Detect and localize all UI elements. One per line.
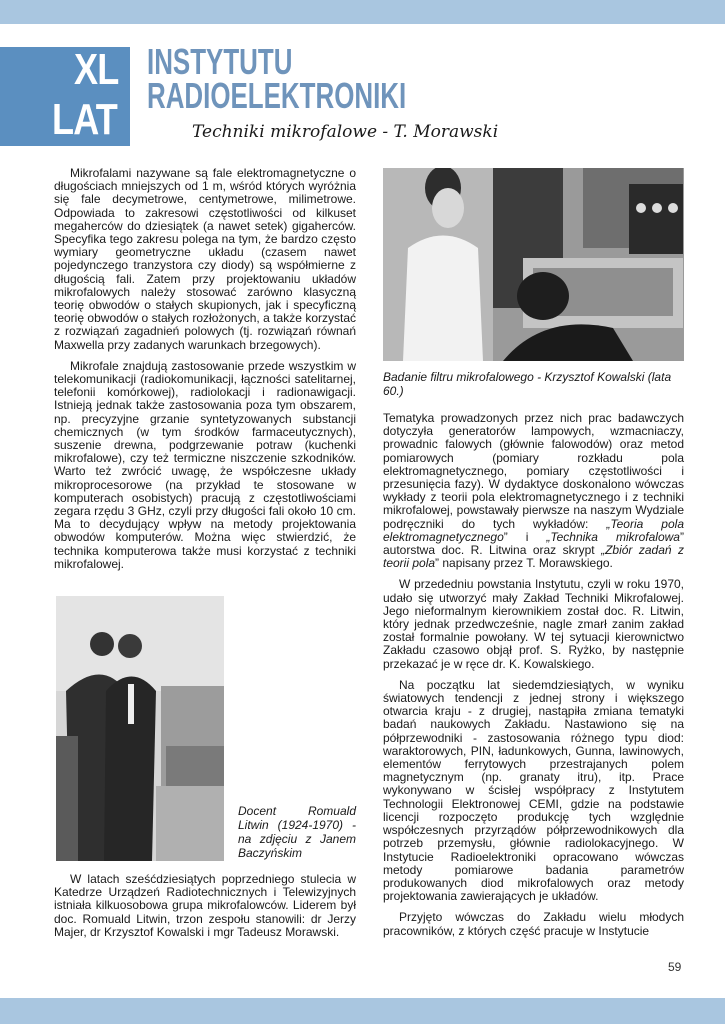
lat-text: LAT <box>52 95 117 144</box>
book-title: „Technika mikrofalowa <box>546 529 680 544</box>
bottom-color-band <box>0 998 725 1024</box>
right-column <box>383 412 684 946</box>
paragraph: Mikrofale znajdują zastosowanie przede wszystkim w telekomunikacji (radiokomunikacji, łączności satelitarnej, telefonii komórkowej), radiolokacji i radionawigacji. Istnieją jednak także zastosowania poza tym obszarem, np. precyzyjne grzanie syntetyzowanych substancji chemicznych (w tym środków farmaceutycznych), suszenie drewna, podgrzewanie potraw (kuchenki mikrofalowe), czy też termiczne niszczenie szkodników. Warto też zwrócić uwagę, że współczesne układy mikroprocesorowe (na przykład te stosowane w komputerach osobistych) pracują z częstotliwościami zegara rzędu 3 GHz, czyli przy długości fali około 10 cm. Ma to decydujący wpływ na metody projektowania obwodów komputerów. Można więc stwierdzić, że technika komputerowa także musi korzystać z techniki mikrofalowej. <box>54 358 356 571</box>
text-run: Tematyka prowadzonych przez nich prac badawczych dotyczyła generatorów lampowych, wzmacniaczy, prowadnic falowych (głównie falowodów) oraz metod pomiarowych (pomiary rozkładu pola elektromagnetycznego, pomiary częstotliwości i przesunięcia fazy). W dydaktyce doskonalono wówczas wykłady z teorii pola elektromagnetycznego i z techniki mikrofalowej, powstawały pierwsze na naszym Wydziale podręczniki do tych wykładów: <box>383 411 684 531</box>
paragraph: W latach sześćdziesiątych poprzedniego stulecia w Katedrze Urządzeń Radiotechnicznych i Telewizyjnych istniała kilkuosobowa grupa mikrofalowców. Liderem był doc. Romuald Litwin, trzon zespołu stanowili: dr Jerzy Majer, dr Krzysztof Kowalski i mgr Tadeusz Morawski. <box>54 872 356 939</box>
paragraph-research-topics <box>383 412 684 570</box>
photo-microwave-filter-test <box>383 168 684 361</box>
text-run: ” i <box>503 529 547 544</box>
photo2-caption: Docent Romuald Litwin (1924-1970) - na zdjęciu z Janem Baczyńskim <box>238 804 356 860</box>
xl-text: XL <box>74 47 119 94</box>
left-column-top <box>54 167 356 579</box>
text-run: ” autorstwa doc. R. Litwina oraz skrypt <box>383 529 684 558</box>
paragraph: Przyjęto wówczas do Zakładu wielu młodych pracowników, z których część pracuje w Instytucie <box>383 910 684 938</box>
page-number: 59 <box>668 960 682 974</box>
paragraph: Mikrofalami nazywane są fale elektromagnetyczne o długościach mniejszych od 1 m, wśród których wyróżnia się fale decymetrowe, centymetrowe, milimetrowe. Odpowiada to zakresowi częstotliwości od kilkuset megaherców do dziesiątek (a nawet setek) gigaherców. Specyfika tego zakresu polega na tym, że bardzo często wymiary geometryczne układu (czasem nawet pojedynczego tranzystora czy diody) są współmierne z długością fali. Zatem przy projektowaniu układów mikrofalowych należy stosować zarówno klasyczną teorię obwodów o stałych skupionych, jak i specyficzną teorię obwodów o stałych rozłożonych, a także korzystać z rozwiązań zagadnień polowych (tj. rozwiązań równań Maxwella przy zadanych warunkach brzegowych). <box>54 166 356 352</box>
header-title-line1: INSTYTUTU <box>147 41 293 82</box>
photo1-caption: Badanie filtru mikrofalowego - Krzysztof Kowalski (lata 60.) <box>383 370 672 398</box>
top-color-band <box>0 0 725 24</box>
article-subtitle: Techniki mikrofalowe - T. Morawski <box>192 122 499 142</box>
book-title: „Zbiór zadań z teorii pola <box>383 543 684 571</box>
book-title: „Teoria pola elektromagnetycznego <box>383 516 684 544</box>
xl-lat-logo-block <box>0 47 130 146</box>
paragraph: Na początku lat siedemdziesiątych, w wyniku światowych tendencji z jednej strony i większego otwarcia kraju - z drugiej, nastąpiła zmiana tematyki badań naukowych Zakładu. Nastawiono się na półprzewodniki - zastosowania różnego typu diod: waraktorowych, PIN, ładunkowych, Gunna, lawinowych, elementów ferrytowych przestrajanych polem magnetycznym (np. granaty itru), itp. Prace wykonywano w ścisłej współpracy z Instytutem Technologii Elektronowej CEMI, gdzie na podstawie licencji rozpoczęto produkcję tych względnie współczesnych przyrządów półprzewodnikowych dla potrzeb przemysłu, głównie radiolokacyjnego. W Instytucie Radioelektroniki opracowano wówczas metody pomiarowe badania parametrów produkowanych diod mikrofalowych oraz metody projektowania zawierających je układów. <box>383 677 684 904</box>
paragraph: W przededniu powstania Instytutu, czyli w roku 1970, udało się utworzyć mały Zakład Techniki Mikrofalowej. Jego nieformalnym kierownikiem został doc. R. Litwin, który jednak przedwcześnie, nagle zmarł zanim zakład został formalnie powołany. W tej sytuacji kierownictwo Zakładu czasowo objął prof. S. Ryżko, by następnie przekazać je w ręce dr. K. Kowalskiego. <box>383 577 684 671</box>
text-run: ” napisany przez T. Morawskiego. <box>435 556 613 571</box>
header-title-line2: RADIOELEKTRONIKI <box>147 75 407 116</box>
left-column-bottom <box>54 873 356 947</box>
photo-docent-litwin <box>56 596 224 861</box>
